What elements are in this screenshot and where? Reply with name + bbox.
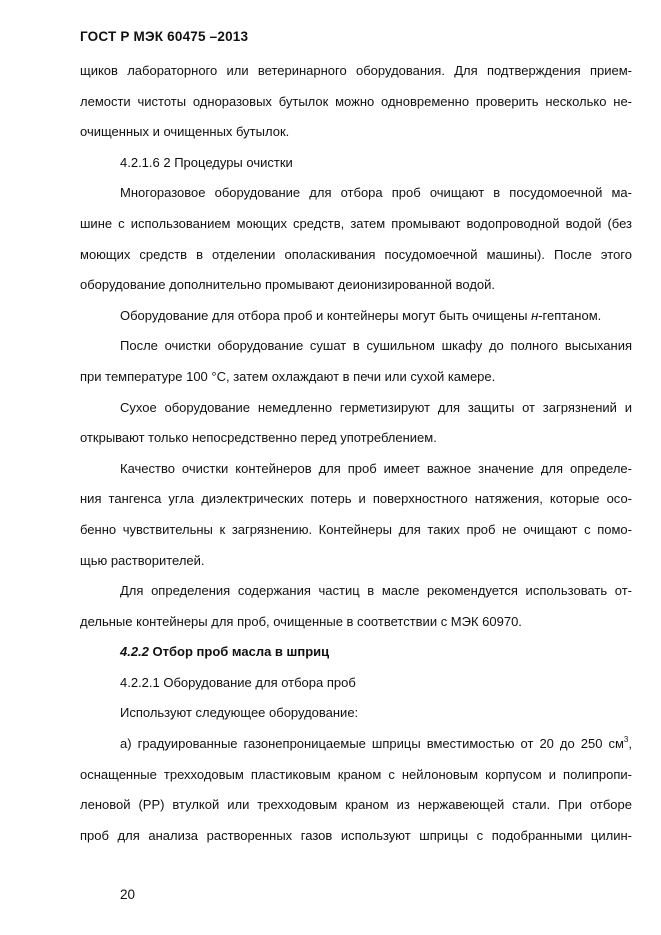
section-title: Отбор проб масла в шприц — [148, 644, 330, 660]
text-line: открывают только непосредственно перед употреблением. — [80, 430, 437, 446]
superscript: 3 — [623, 736, 629, 745]
text-line: при температуре 100 °С, затем охлаждают в печи или сухой камере. — [80, 368, 496, 384]
text-line: Для определения содержания частиц в масле рекомендуется использовать от- — [120, 583, 632, 599]
text-line: Сухое оборудование немедленно герметизируют для защиты от загрязнений и — [120, 399, 632, 415]
text-line: лемости чистоты одноразовых бутылок можно одновременно проверить несколько не- — [80, 93, 632, 109]
text-fragment: Оборудование для отбора проб и контейнеры могут быть очищены — [120, 307, 532, 323]
text-line: оборудование дополнительно промывают деионизированной водой. — [80, 277, 496, 293]
italic-prefix: н — [531, 307, 539, 323]
text-line: ния тангенса угла диэлектрических потерь и поверхностного натяжения, которые осо- — [80, 491, 632, 507]
text-line: оснащенные трехходовым пластиковым краном с нейлоновым корпусом и полипропи- — [80, 766, 632, 782]
text-line: дельные контейнеры для проб, очищенные в соответствии с МЭК 60970. — [80, 613, 522, 629]
text-line: После очистки оборудование сушат в сушильном шкафу до полного высыхания — [120, 338, 632, 354]
page-number: 20 — [120, 887, 136, 902]
text-line: леновой (РР) втулкой или трехходовым краном из нержавеющей стали. При отборе — [80, 797, 632, 813]
text-line: щиков лабораторного или ветеринарного оборудования. Для подтверждения прием- — [80, 63, 632, 78]
text-line: бенно чувствительны к загрязнению. Контейнеры для таких проб не очищают с помо- — [80, 521, 632, 537]
text-fragment: -гептаном. — [538, 307, 602, 323]
section-heading-4-2-1-6-2: 4.2.1.6 2 Процедуры очистки — [120, 154, 293, 170]
text-line: шине с использованием моющих средств, затем промывают водопроводной водой (без — [80, 215, 632, 231]
text-line: Многоразовое оборудование для отбора проб очищают в посудомоечной ма- — [120, 185, 632, 201]
page-body — [80, 63, 632, 858]
text-fragment: , — [628, 736, 632, 752]
text-line — [80, 308, 632, 339]
text-line: Используют следующее оборудование: — [120, 705, 359, 721]
text-fragment: а) градуированные газонепроницаемые шприцы вместимостью от 20 до 250 см — [120, 736, 624, 752]
text-line: Качество очистки контейнеров для проб имеет важное значение для определе- — [120, 460, 632, 476]
text-line: очищенных и очищенных бутылок. — [80, 124, 290, 140]
subsection-heading-4-2-2-1: 4.2.2.1 Оборудование для отбора проб — [120, 674, 356, 690]
section-heading-4-2-2 — [80, 644, 632, 675]
text-line: щью растворителей. — [80, 552, 205, 568]
text-line — [80, 736, 632, 767]
text-line: моющих средств в отделении ополаскивания посудомоечной машины). После этого — [80, 246, 632, 262]
section-number: 4.2.2 — [120, 644, 149, 660]
text-line: проб для анализа растворенных газов используют шприцы с подобранными цилин- — [80, 827, 632, 843]
document-header: ГОСТ Р МЭК 60475 –2013 — [80, 29, 249, 44]
